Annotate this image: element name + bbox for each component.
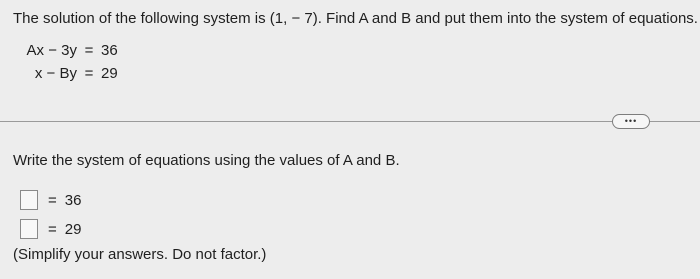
answer-input-2[interactable] xyxy=(20,219,38,239)
expand-more-button[interactable]: ••• xyxy=(612,114,650,129)
answer-1-rhs: 36 xyxy=(64,191,82,209)
equation-system xyxy=(13,42,118,88)
equation-1 xyxy=(13,42,118,65)
equation-2-equals: = xyxy=(84,65,94,82)
equation-2-lhs: x − By xyxy=(34,65,77,82)
problem-statement: The solution of the following system is (1, − 7). Find A and B and put them into the system of equations. xyxy=(13,10,698,27)
equation-2 xyxy=(13,65,118,88)
instruction-text: Write the system of equations using the values of A and B. xyxy=(13,152,400,169)
section-divider xyxy=(0,121,700,122)
equation-1-rhs: 36 xyxy=(101,42,118,59)
answer-2-equals: = xyxy=(48,220,57,238)
equation-2-rhs: 29 xyxy=(101,65,118,82)
equation-1-lhs: Ax − 3y xyxy=(26,42,77,59)
answer-1-equals: = xyxy=(48,191,57,209)
answer-2-rhs: 29 xyxy=(64,220,82,238)
answer-input-1[interactable] xyxy=(20,190,38,210)
simplify-note: (Simplify your answers. Do not factor.) xyxy=(13,246,267,263)
answer-row-2 xyxy=(20,219,81,239)
equation-1-equals: = xyxy=(84,42,94,59)
answer-row-1 xyxy=(20,190,81,210)
